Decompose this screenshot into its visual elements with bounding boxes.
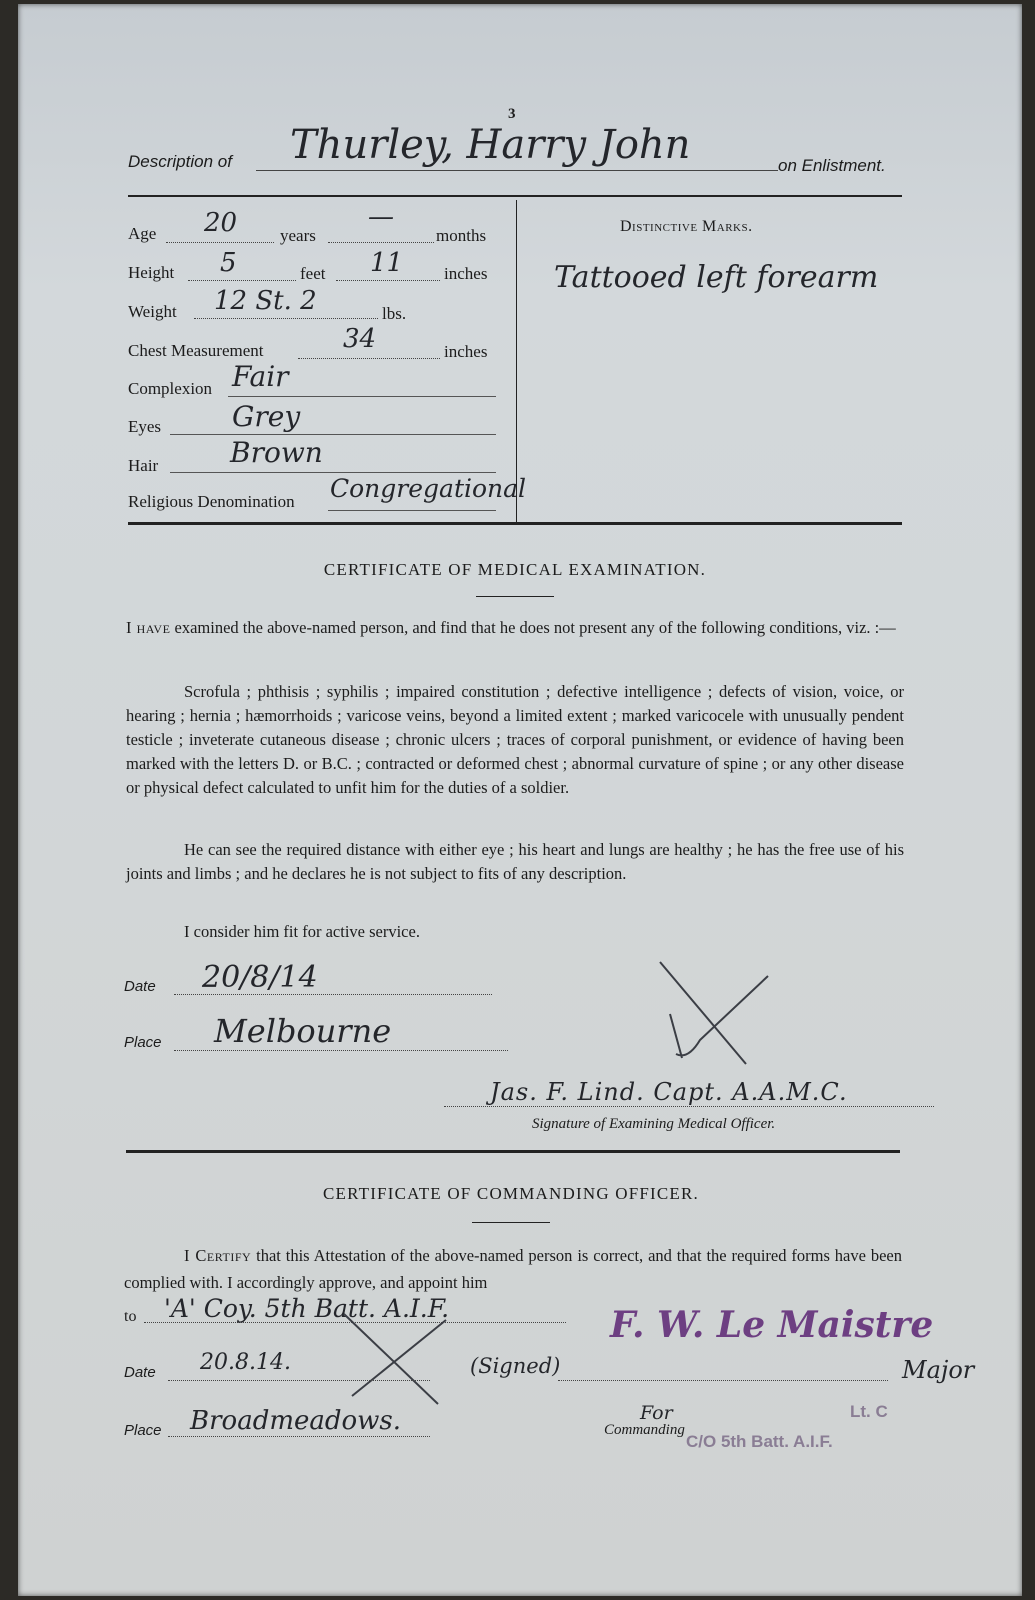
commanding-date-label: Date (124, 1364, 156, 1381)
medical-conditions: Scrofula ; phthisis ; syphilis ; impaired constitution ; defective intelligence ; defects of vision, voice, or hearing ; hernia ; hæmorrhoids ; varicose veins, beyond a limited extent ; marked varicocele with unusually pendent testicle ; inveterate cutaneous disease ; chronic ulcers ; traces of corporal punishment, or evidence of having been marked with the letters D. or B.C. ; contracted or deformed chest ; abnormal curvature of spine ; or any other disease or physical defect calculated to unfit him for the duties of a soldier. (126, 682, 904, 797)
height-inches-value: 11 (370, 248, 404, 278)
section-divider (126, 1150, 900, 1153)
weight-line (194, 318, 378, 319)
attestation-page (18, 4, 1022, 1596)
commanding-date-line (168, 1380, 430, 1381)
age-years-value: 20 (204, 208, 238, 238)
complexion-label: Complexion (128, 379, 213, 398)
medical-cross-mark (648, 954, 788, 1074)
rank-value: Major (902, 1356, 975, 1384)
commanding-heading: CERTIFICATE OF COMMANDING OFFICER. (322, 1184, 700, 1203)
commanding-signature-value: F. W. Le Maistre (610, 1304, 934, 1346)
religion-value: Congregational (330, 474, 527, 503)
medical-intro-lead: I have (126, 618, 171, 637)
religion-label: Religious Denomination (128, 492, 295, 511)
medical-date-label: Date (124, 978, 156, 995)
weight-value: 12 St. 2 (214, 286, 317, 316)
religion-line (328, 510, 496, 511)
distinctive-marks-heading: Distinctive Marks. (620, 218, 753, 235)
hair-line (170, 472, 496, 473)
medical-signature-caption: Signature of Examining Medical Officer. (532, 1116, 776, 1132)
commanding-place-line (168, 1436, 430, 1437)
medical-place-line (174, 1050, 508, 1051)
for-value: For (640, 1402, 673, 1424)
height-feet-value: 5 (220, 248, 237, 278)
appoint-to-label: to (124, 1308, 137, 1325)
complexion-line (228, 396, 496, 397)
distinctive-marks-value: Tattooed left forearm (554, 260, 879, 295)
medical-intro (126, 616, 904, 640)
name-line (256, 170, 778, 171)
on-enlistment-label: on Enlistment. (778, 156, 886, 175)
soldier-name: Thurley, Harry John (290, 122, 691, 168)
eyes-value: Grey (232, 400, 301, 433)
height-feet-line (188, 280, 296, 281)
medical-intro-text: examined the above-named person, and find that he does not present any of the following conditions, viz. :— (170, 618, 896, 637)
medical-place-value: Melbourne (214, 1012, 392, 1050)
appoint-to-value: 'A' Coy. 5th Batt. A.I.F. (164, 1294, 450, 1323)
feet-label: feet (300, 264, 326, 283)
commanding-signature-line (558, 1380, 888, 1381)
chest-inches-label: inches (444, 342, 488, 361)
age-months-value: — (368, 202, 394, 232)
page-number: 3 (508, 106, 516, 122)
height-label: Height (128, 263, 175, 282)
commanding-cross-mark (338, 1304, 458, 1414)
eyes-label: Eyes (128, 417, 162, 436)
hair-value: Brown (230, 436, 323, 469)
box-top-rule (128, 195, 902, 197)
medical-place-label: Place (124, 1034, 162, 1051)
lbs-label: lbs. (382, 304, 407, 323)
medical-heading: CERTIFICATE OF MEDICAL EXAMINATION. (323, 560, 707, 579)
box-bottom-rule (128, 522, 902, 525)
commanding-place-value: Broadmeadows. (190, 1406, 402, 1436)
stamp-rank: Lt. C (850, 1402, 888, 1421)
chest-label: Chest Measurement (128, 341, 264, 360)
age-years-line (166, 242, 274, 243)
medical-signature-value: Jas. F. Lind. Capt. A.A.M.C. (490, 1078, 848, 1106)
inches-label: inches (444, 264, 488, 283)
commanding-place-label: Place (124, 1422, 162, 1439)
commanding-certify (124, 1242, 902, 1296)
medical-heading-rule (476, 596, 554, 597)
months-label: months (436, 226, 487, 245)
age-months-line (328, 242, 434, 243)
medical-sight: He can see the required distance with either eye ; his heart and lungs are healthy ; he has the free use of his joints and limbs ; and he declares he is not subject to fits of any description. (126, 840, 904, 883)
commanding-certify-lead: I Certify (184, 1246, 252, 1265)
years-label: years (280, 226, 316, 245)
commanding-label: Commanding (604, 1422, 685, 1438)
hair-label: Hair (128, 456, 159, 475)
eyes-line (170, 434, 496, 435)
description-of-label: Description of (128, 152, 232, 171)
medical-signature-line (444, 1106, 934, 1107)
unit-stamp: C/O 5th Batt. A.I.F. (686, 1432, 833, 1451)
complexion-value: Fair (232, 360, 289, 393)
medical-fit: I consider him fit for active service. (184, 922, 420, 941)
commanding-heading-rule (472, 1222, 550, 1223)
chest-line (298, 358, 440, 359)
age-label: Age (128, 224, 157, 243)
medical-date-value: 20/8/14 (202, 960, 318, 995)
height-inches-line (336, 280, 440, 281)
commanding-date-value: 20.8.14. (200, 1350, 291, 1375)
commanding-certify-text: that this Attestation of the above-named person is correct, and that the required forms have been complied with. I accordingly approve, and appoint him (124, 1246, 903, 1292)
signed-label: (Signed) (470, 1354, 561, 1378)
weight-label: Weight (128, 302, 177, 321)
chest-value: 34 (343, 324, 377, 354)
